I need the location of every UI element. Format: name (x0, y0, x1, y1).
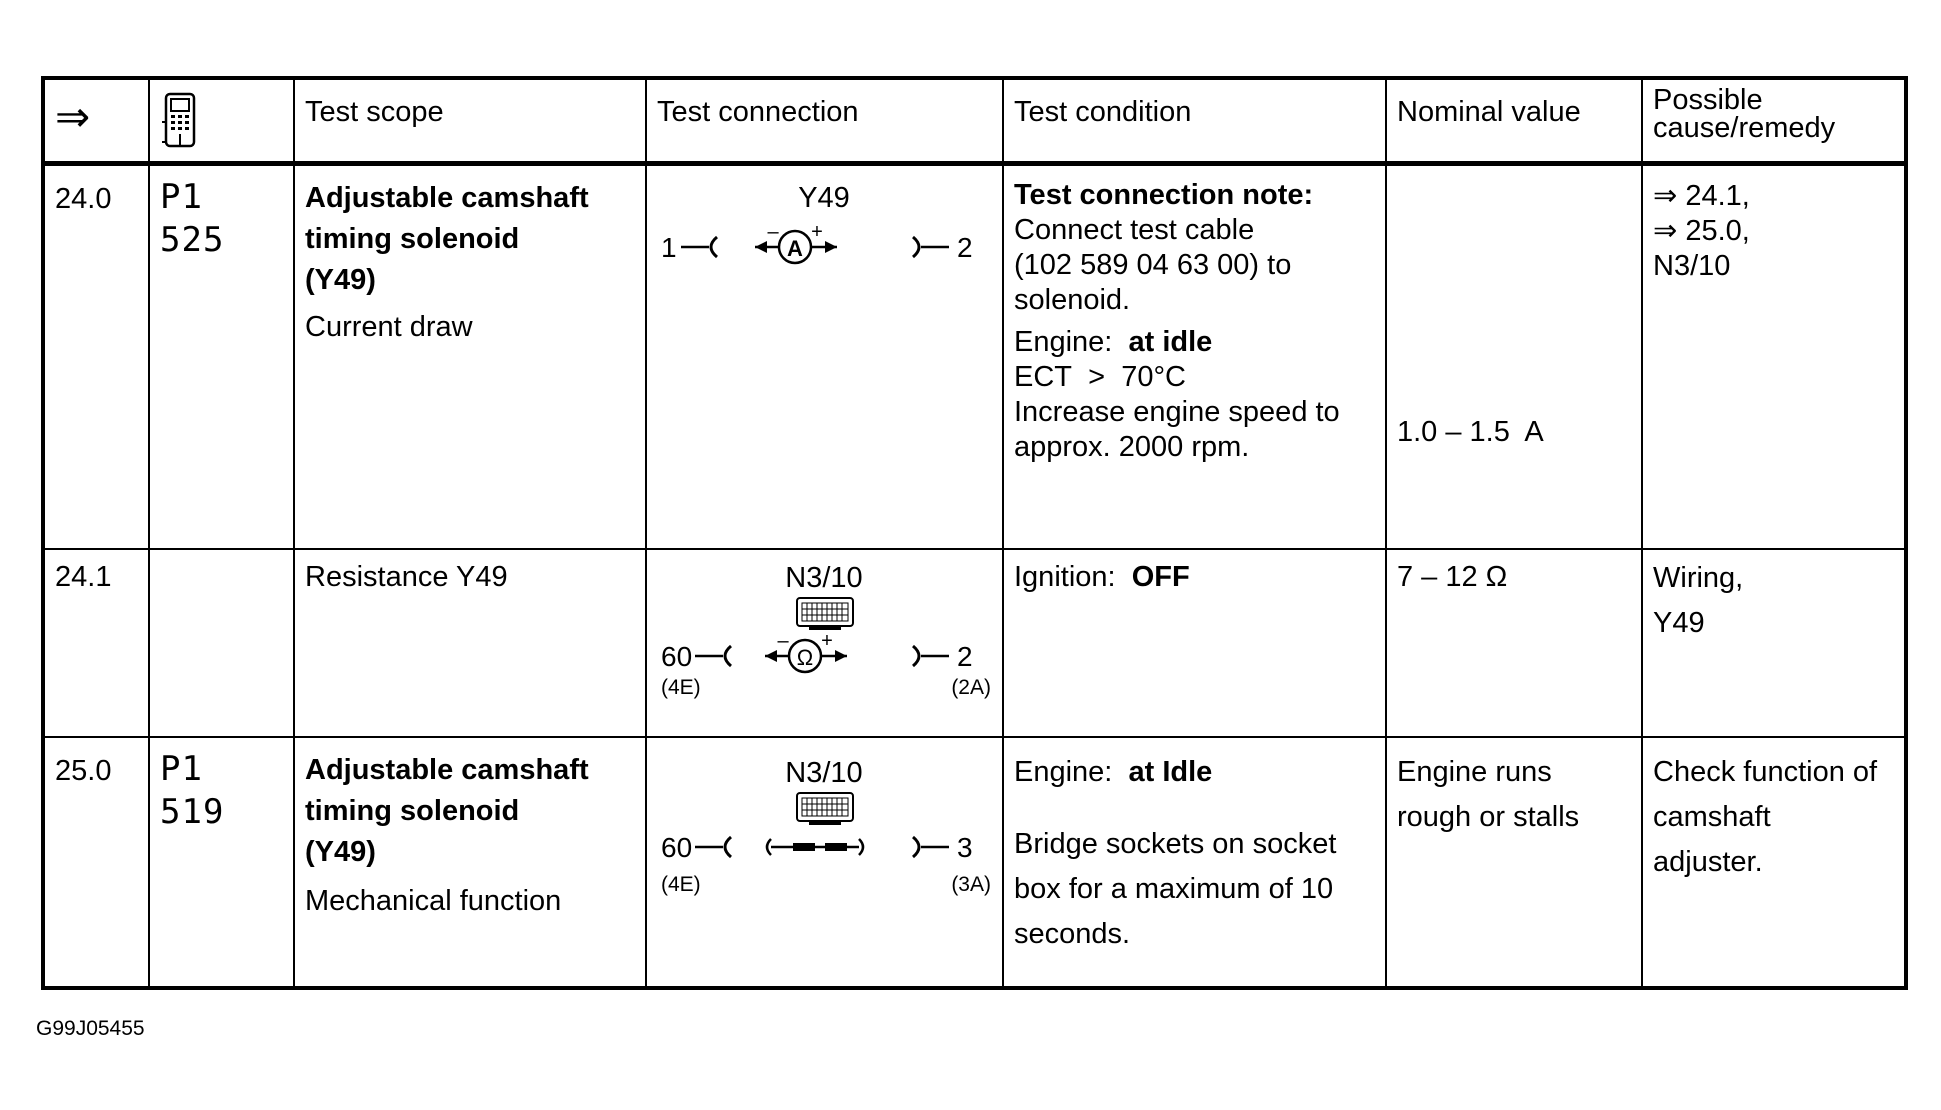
row-24-0-ect-line (1014, 360, 1375, 395)
row-24-0-nominal: 1.0 – 1.5 A (1397, 416, 1544, 448)
socket-box-icon (797, 793, 853, 825)
row-24-0-note-l3: solenoid. (1014, 284, 1131, 316)
row-24-1-meter-symbol: Ω (796, 645, 814, 670)
row-25-0-engine-value: at Idle (1128, 756, 1213, 788)
row-25-0-sub-right: (3A) (951, 873, 991, 896)
row-25-0-connection-diagram (647, 750, 1002, 910)
row-25-0-remedy (1643, 750, 1908, 885)
header-device-cell (150, 92, 293, 161)
row-24-0-scope-l3: (Y49) (305, 264, 376, 296)
row-25-0-engine-label: Engine: (1014, 756, 1113, 788)
row-24-0-note-l1: Connect test cable (1014, 214, 1255, 246)
row-24-0-connection-diagram (647, 175, 1002, 275)
row-25-0-nominal-l2: rough or stalls (1397, 801, 1580, 833)
row-25-0-nominal (1387, 750, 1641, 840)
row-24-0-speed-l2: approx. 2000 rpm. (1014, 431, 1250, 463)
row-24-0-speed-l1: Increase engine speed to (1014, 396, 1340, 428)
header-possible-cause-l1: Possible (1653, 84, 1763, 116)
row-24-0-engine-label: Engine: (1014, 326, 1113, 358)
row-24-1-remedy-l1: Wiring, (1653, 562, 1744, 594)
row-24-1-condition-value: OFF (1131, 561, 1190, 593)
row-25-0-engine-line (1014, 750, 1375, 795)
row-24-0-minus: – (767, 221, 779, 243)
row-divider-2 (45, 736, 1904, 738)
row-24-0-plus: + (811, 221, 823, 243)
row-24-0-pin-right: 2 (957, 232, 973, 263)
row-25-0-pin-right: 3 (957, 832, 973, 863)
row-24-0-note-title: Test connection note: (1014, 179, 1314, 211)
row-24-0-ect-value: 70°C (1121, 361, 1186, 393)
row-24-1-step: 24.1 (55, 561, 112, 593)
row-24-1-pin-right: 2 (957, 641, 973, 672)
col-divider-5 (1385, 80, 1387, 986)
header-test-condition: Test condition (1014, 96, 1192, 128)
row-25-0-sub-left: (4E) (661, 873, 701, 896)
header-possible-cause-l2: cause/remedy (1653, 112, 1836, 144)
row-25-0-bridge-l1: Bridge sockets on socket (1014, 828, 1337, 860)
row-24-0-remedy-l1: ⇒ 24.1, (1653, 180, 1750, 212)
row-25-0-bridge-l3: seconds. (1014, 918, 1131, 950)
row-24-0-engine-value: at idle (1128, 326, 1213, 358)
row-25-0-scope-l1: Adjustable camshaft (305, 754, 589, 786)
row-25-0-remedy-l2: camshaft (1653, 801, 1771, 833)
header-divider (45, 161, 1904, 166)
row-25-0-remedy-l3: adjuster. (1653, 846, 1763, 878)
row-25-0-scope-sub: Mechanical function (305, 885, 562, 917)
row-24-0-component: Y49 (798, 182, 850, 214)
row-24-0-pin-left: 1 (661, 232, 677, 263)
test-table (41, 76, 1908, 990)
row-24-0-remedy-l2: ⇒ 25.0, (1653, 215, 1750, 247)
row-24-1-connection-diagram (647, 556, 1002, 716)
row-24-1-scope: Resistance Y49 (305, 561, 508, 593)
row-24-0-scope (295, 178, 645, 348)
row-24-0-scope-sub: Current draw (305, 311, 473, 343)
row-24-1-condition (1004, 556, 1385, 599)
row-25-0-condition (1004, 750, 1385, 957)
row-25-0-scope-l3: (Y49) (305, 836, 376, 868)
row-24-0-scope-l2: timing solenoid (305, 223, 520, 255)
row-25-0-remedy-l1: Check function of (1653, 756, 1878, 788)
header-possible-cause (1643, 86, 1908, 142)
row-24-0-remedy (1643, 179, 1908, 284)
row-24-1-component: N3/10 (785, 562, 863, 594)
row-25-0-pin-left: 60 (661, 832, 693, 863)
row-24-0-note-l2: (102 589 04 63 00) to (1014, 249, 1292, 281)
row-24-1-minus: – (777, 630, 789, 652)
row-25-0-scope (295, 750, 645, 922)
row-25-0-scope-l2: timing solenoid (305, 795, 520, 827)
row-24-0-ect-op: > (1088, 361, 1106, 393)
row-25-0-component: N3/10 (785, 757, 863, 789)
row-24-1-remedy (1643, 556, 1908, 646)
row-25-0-nominal-l1: Engine runs (1397, 756, 1552, 788)
row-24-0-step: 24.0 (55, 183, 112, 215)
row-24-1-plus: + (821, 630, 833, 652)
row-25-0-condition-gap (1014, 795, 1375, 822)
row-24-0-ect-label: ECT (1014, 361, 1072, 393)
tester-icon (160, 92, 200, 148)
row-25-0-code: P1 519 (160, 749, 225, 832)
row-24-0-meter-symbol: A (787, 236, 803, 261)
bridge-cable-icon (767, 839, 863, 855)
row-divider-1 (45, 548, 1904, 550)
row-24-0-code: P1 525 (160, 177, 225, 260)
header-test-connection: Test connection (657, 96, 859, 128)
row-24-1-pin-left: 60 (661, 641, 693, 672)
header-arrow: ⇒ (55, 93, 91, 140)
socket-box-icon (797, 598, 853, 630)
row-24-1-condition-label: Ignition: (1014, 561, 1116, 593)
row-24-0-scope-l1: Adjustable camshaft (305, 182, 589, 214)
figure-id: G99J05455 (36, 1017, 145, 1040)
row-24-0-remedy-l3: N3/10 (1653, 250, 1731, 282)
row-24-1-sub-left: (4E) (661, 676, 701, 699)
row-24-0-condition (1004, 178, 1385, 465)
row-25-0-step: 25.0 (55, 755, 112, 787)
row-24-1-sub-right: (2A) (951, 676, 991, 699)
header-test-scope: Test scope (305, 96, 444, 128)
row-24-1-nominal: 7 – 12 Ω (1397, 561, 1508, 593)
row-25-0-bridge-l2: box for a maximum of 10 (1014, 873, 1334, 905)
row-24-0-engine-line (1014, 325, 1375, 360)
row-24-1-remedy-l2: Y49 (1653, 607, 1705, 639)
header-nominal-value: Nominal value (1397, 96, 1581, 128)
